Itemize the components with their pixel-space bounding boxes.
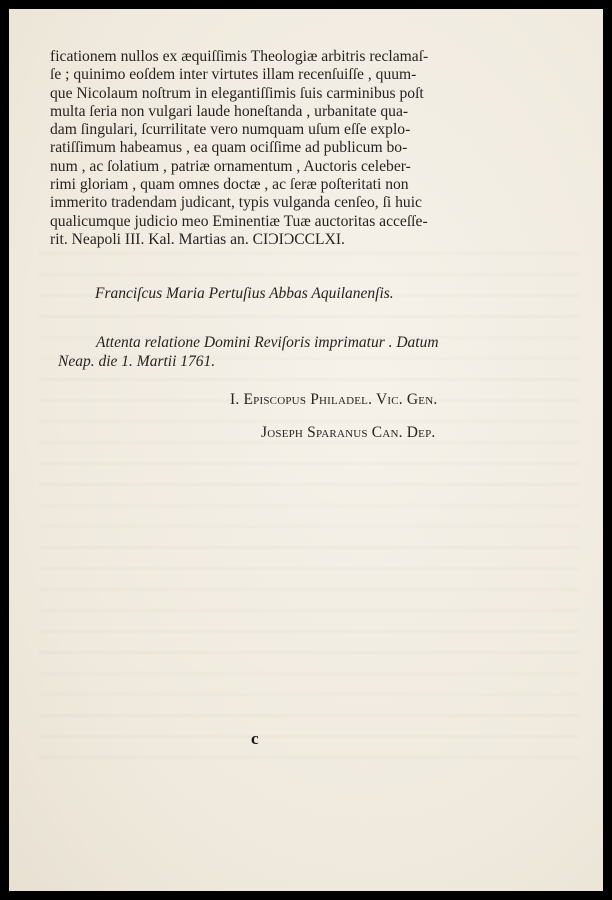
- censor-report-text: [50, 48, 554, 249]
- signature-mark: c: [251, 729, 259, 748]
- text-line: ſe ; quinimo eoſdem inter virtutes illam recenſuiſſe , quum-: [50, 66, 417, 84]
- imprimatur-line: Attenta relatione Domini Reviſoris imprimatur . Datum: [96, 334, 439, 351]
- bleed-through-texture: [39, 239, 579, 759]
- imprimatur-date: Neap. die 1. Martii 1761.: [58, 353, 216, 370]
- text-line: rimi gloriam , quam omnes doctæ , ac ſeræ poſteritati non: [50, 176, 409, 194]
- text-line: ratiſſimum habeamus , ea quam ociſſime ad publicum bo-: [50, 139, 408, 157]
- vicar-general-signature: I. Episcopus Philadel. Vic. Gen.: [230, 391, 438, 408]
- text-line: ficationem nullos ex æquiſſimis Theologiæ arbitris reclamaſ-: [50, 48, 429, 65]
- text-line: immerito tradendam judicant, typis vulganda cenſeo, ſi huic: [50, 194, 422, 212]
- canon-deputy-signature: Joseph Sparanus Can. Dep.: [261, 424, 436, 441]
- text-line: que Nicolaum noſtrum in elegantiſſimis ſuis carminibus poſt: [50, 84, 424, 102]
- book-page: [9, 9, 603, 891]
- imprimatur-block: [58, 333, 548, 371]
- text-line: rit. Neapoli III. Kal. Martias an. CIƆIƆCCLXI.: [50, 230, 345, 248]
- censor-signature: Franciſcus Maria Pertuſius Abbas Aquilanenſis.: [95, 285, 394, 302]
- text-line: multa ſeria non vulgari laude honeſtanda , urbanitate qua-: [50, 102, 409, 120]
- text-line: dam ſingulari, ſcurrilitate vero numquam uſum eſſe explo-: [50, 121, 411, 139]
- text-line: qualicumque judicio meo Eminentiæ Tuæ auctoritas acceſſe-: [50, 212, 428, 230]
- text-line: num , ac ſolatium , patriæ ornamentum , Auctoris celeber-: [50, 157, 411, 175]
